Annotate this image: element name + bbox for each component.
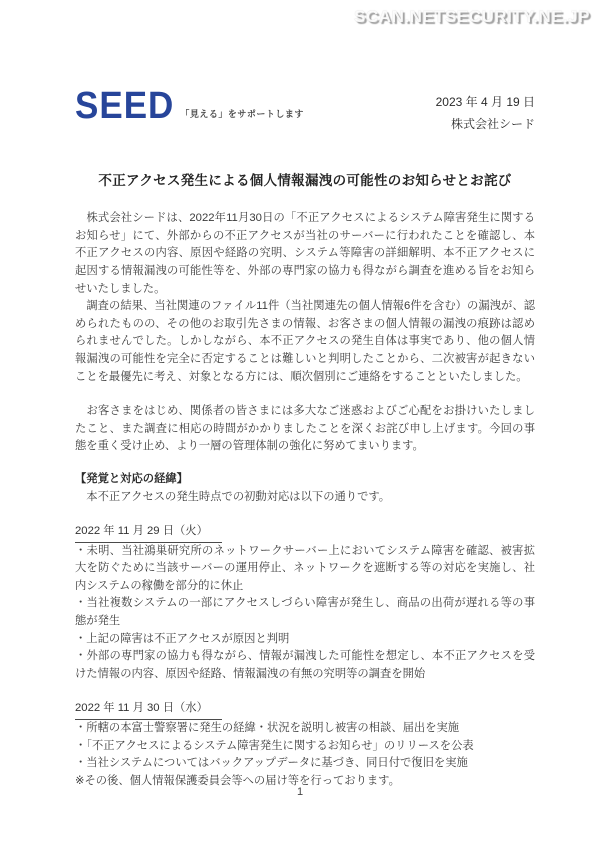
section-heading-timeline: 【発覚と対応の経緯】 — [75, 472, 188, 485]
timeline-date-nov29: 2022 年 11 月 29 日（火） — [75, 523, 222, 543]
paragraph-announcement: 株式会社シードは、2022年11月30日の「不正アクセスによるシステム障害発生に関するお知らせ」にて、外部からの不正アクセスが当社のサーバーに行われたことを確認し、本不正アクセスの内容、原因や経路の究明、システム等障害の詳細解明、本不正アクセスに起因する情報漏洩の可能性等を、外部の専門家の協力も得ながら調査を進める旨をお知らせいたしました。 — [75, 212, 535, 295]
document-header — [75, 84, 535, 135]
timeline-nov29 — [75, 523, 535, 683]
timeline-item: ・当社複数システムの一部にアクセスしづらい障害が発生し、商品の出荷が遅れる等の事態が発生 — [75, 597, 535, 628]
timeline-item: ・所轄の本富士警察署に発生の経緯・状況を説明し被害の相談、届出を実施 — [75, 722, 460, 735]
company-name: 株式会社シード — [450, 116, 535, 131]
date-block — [436, 92, 535, 135]
timeline-item: ・未明、当社鴻巣研究所のネットワークサーバー上においてシステム障害を確認、被害拡大を防ぐために当該サーバーの運用停止、ネットワークを遮断する等の対応を実施し、社内システムの稼働を部分的に休止 — [75, 544, 535, 592]
seed-tagline: 「見える」をサポートします — [180, 109, 304, 119]
seed-brand — [75, 84, 304, 127]
timeline-note: ※その後、個人情報保護委員会等への届け等を行っております。 — [75, 774, 400, 787]
site-watermark: SCAN.NETSECURITY.NE.JP — [354, 7, 590, 26]
document-body — [75, 210, 535, 790]
section-intro: 本不正アクセスの発生時点での初動対応は以下の通りです。 — [75, 490, 391, 503]
paragraph-investigation-result: 調査の結果、当社関連のファイル11件（当社関連先の個人情報6件を含む）の漏洩が、認められたものの、その他のお取引先さまの情報、お客さまの個人情報の漏洩の痕跡は認められませんでした。しかしながら、本不正アクセスの発生自体は事実であり、他の個人情報漏洩の可能性を完全に否定することは難しいと判明したことから、二次被害が起きないことを最優先に考え、対象となる方には、順次個別にご連絡をすることといたしました。 — [75, 300, 535, 383]
timeline-date-nov30: 2022 年 11 月 30 日（水） — [75, 700, 222, 720]
timeline-item: ・外部の専門家の協力も得ながら、情報が漏洩した可能性を想定し、本不正アクセスを受けた情報の内容、原因や経路、情報漏洩の有無の究明等の調査を開始 — [75, 650, 535, 680]
seed-logo: SEED — [75, 84, 175, 127]
timeline-nov30 — [75, 700, 535, 790]
release-date: 2023 年 4 月 19 日 — [435, 95, 535, 109]
timeline-item: ・当社システムについてはバックアップデータに基づき、同日付で復旧を実施 — [75, 757, 468, 770]
page-number: 1 — [296, 786, 304, 798]
timeline-item: ・上記の障害は不正アクセスが原因と判明 — [75, 632, 290, 645]
timeline-item: ・「不正アクセスによるシステム障害発生に関するお知らせ」のリリースを公表 — [75, 739, 474, 752]
paragraph-apology: お客さまをはじめ、関係者の皆さまには多大なご迷惑およびご心配をお掛けいたしましたこと、また調査に相応の時間がかかりましたことを深くお詫び申し上げます。今回の事態を重く受け止め、より一層の管理体制の強化に努めてまいります。 — [75, 405, 535, 453]
document-title: 不正アクセス発生による個人情報漏洩の可能性のお知らせとお詫び — [98, 173, 512, 189]
